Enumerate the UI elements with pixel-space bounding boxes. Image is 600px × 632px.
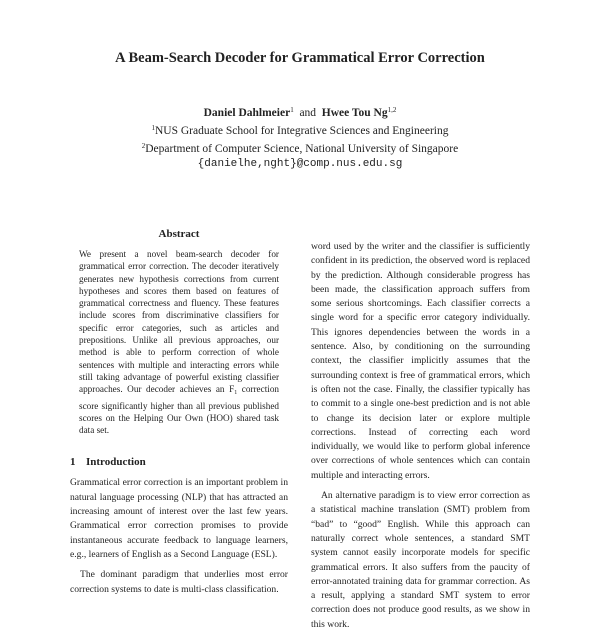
author-email: {danielhe,nght}@comp.nus.edu.sg	[197, 158, 403, 170]
author-1-affil-marker: 1	[290, 106, 294, 114]
right-column	[311, 240, 530, 632]
affiliation-1-marker: 1	[151, 124, 155, 132]
introduction-body	[70, 476, 288, 596]
affiliation-1-text: NUS Graduate School for Integrative Sciences and Engineering	[155, 125, 449, 137]
paper-title: A Beam-Search Decoder for Grammatical Error Correction	[115, 50, 485, 66]
author-2-affil-marker: 1,2	[387, 106, 397, 114]
abstract-text-end: correction score significantly higher than all previous published scores on the Helping Our Own (HOO) shared task data set.	[79, 384, 280, 436]
section-title: Introduction	[86, 456, 146, 469]
affiliation-2-text: Department of Computer Science, National University of Singapore	[145, 143, 459, 155]
section-heading-introduction	[70, 456, 288, 468]
author-2: Hwee Tou Ng	[321, 107, 388, 119]
affiliation-2-marker: 2	[141, 142, 146, 150]
author-connector: and	[299, 107, 317, 119]
abstract-text	[70, 248, 288, 436]
left-column	[70, 228, 288, 597]
abstract-heading: Abstract	[158, 228, 200, 240]
author-block	[0, 103, 600, 172]
author-1: Daniel Dahlmeier	[203, 107, 291, 119]
author-names	[0, 103, 600, 121]
abstract-text-main: We present a novel beam-search decoder for grammatical error correction. The decoder iteratively generates new hypothesis corrections from current hypotheses and scores them based on features of grammatical correctness and fluency. These features include scores from discriminative classifiers for specific error categories, such as articles and prepositions. Unlike all previous approaches, our method is able to perform correction of whole sentences with multiple and interacting errors while still taking advantage of powerful existing classifier approaches. Our decoder achieves an F	[79, 249, 279, 395]
intro-paragraph-2: The dominant paradigm that underlies most error correction systems to date is multi-class classification.	[70, 569, 288, 595]
section-number: 1	[70, 456, 76, 469]
right-column-body	[311, 240, 530, 632]
right-paragraph-2: An alternative paradigm is to view error correction as a statistical machine translation (SMT) problem from “bad” to “good” English. While this approach can naturally correct whole sentences, a standard SMT system cannot easily incorporate models for specific grammatical errors. It also suffers from the paucity of error-annotated training data for grammar correction. As a result, applying a standard SMT system to error correction does not produce good results, as we show in this work.	[311, 490, 530, 630]
affiliation-1	[0, 121, 600, 139]
intro-paragraph-1: Grammatical error correction is an important problem in natural language processing (NLP) that has attracted an increasing amount of interest over the last few years. Grammatical error correction promises to provide instantaneous accurate feedback to language learners, e.g., learners of English as a Second Language (ESL).	[70, 477, 288, 560]
affiliation-2	[0, 139, 600, 157]
right-paragraph-1: word used by the writer and the classifier is sufficiently confident in its prediction, the observed word is replaced by the prediction. Although considerable progress has been made, the classification approach suffers from some serious shortcomings. Each classifier corrects a single word for a specific error category individually. This ignores dependencies between the words in a sentence. Also, by conditioning on the surrounding context, the classifier implicitly assumes that the surrounding context is free of grammatical errors, which is often not the case. Finally, the classifier typically has to commit to a single one-best prediction and is not able to change its decision later or explore multiple corrections. Instead of correcting each word individually, we would like to perform global inference over corrections of whole sentences which can contain multiple and interacting errors.	[311, 241, 530, 481]
f1-subscript: 1	[234, 390, 238, 397]
